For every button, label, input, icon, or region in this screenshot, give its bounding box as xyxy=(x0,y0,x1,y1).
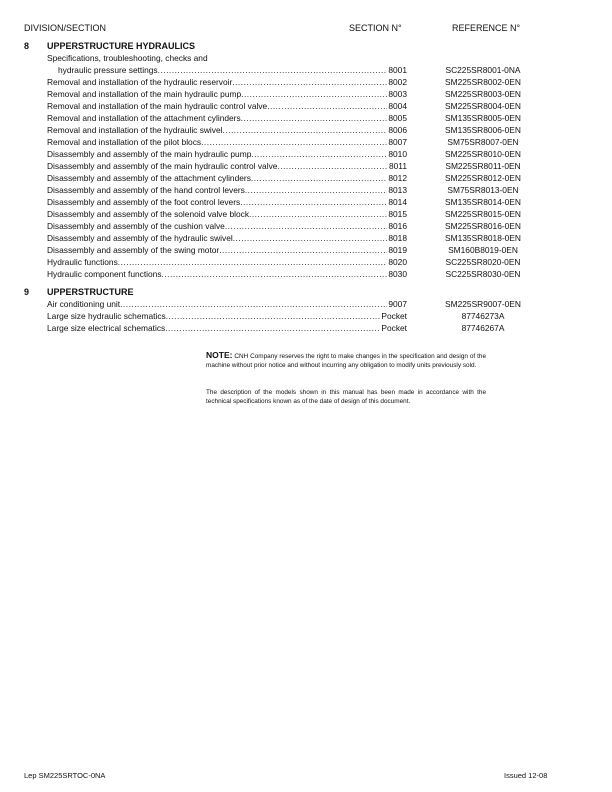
dot-leader xyxy=(277,161,388,171)
toc-entry-title: Removal and installation of the hydraulic reservoir xyxy=(47,77,233,87)
toc-entry-line xyxy=(47,173,407,183)
toc-row xyxy=(0,77,612,89)
dot-leader xyxy=(118,257,388,267)
toc-entry-title: Hydraulic component functions xyxy=(47,269,162,279)
toc-entry-line xyxy=(47,209,407,219)
toc-section-number: 8015 xyxy=(388,209,407,219)
toc-reference-number: SM75SR8007-0EN xyxy=(447,137,519,147)
toc-entry-title: Removal and installation of the pilot blocs xyxy=(47,137,202,147)
toc-entry-line xyxy=(58,65,407,75)
toc-entry-line xyxy=(47,233,407,243)
toc-entry-line xyxy=(47,299,407,309)
toc-row xyxy=(0,245,612,257)
section-8-intro-line: Specifications, troubleshooting, checks and xyxy=(47,53,208,63)
toc-row xyxy=(0,137,612,149)
dot-leader xyxy=(240,197,387,207)
toc-row xyxy=(0,233,612,245)
toc-entry-line xyxy=(47,149,407,159)
toc-entry-title: Disassembly and assembly of the main hydraulic control valve xyxy=(47,161,278,171)
toc-section-number: 8005 xyxy=(388,113,407,123)
dot-leader xyxy=(241,113,388,123)
toc-entry-line xyxy=(47,221,407,231)
toc-reference-number: 87746273A xyxy=(461,311,505,321)
toc-reference-number: SM225SR8002-0EN xyxy=(445,77,521,87)
toc-section-number: 8011 xyxy=(388,161,407,171)
toc-reference-number: 87746267A xyxy=(461,323,505,333)
toc-reference-number: SM135SR8006-0EN xyxy=(445,125,521,135)
toc-row xyxy=(0,299,612,311)
section-8-number: 8 xyxy=(24,41,30,51)
note-paragraph-2: The description of the models shown in this manual has been made in accordance with the technical specifications known as of the date of design of this document. xyxy=(206,389,486,405)
toc-section-number: 8020 xyxy=(388,257,407,267)
dot-leader xyxy=(166,311,381,321)
toc-entry-line xyxy=(47,77,407,87)
toc-section-number: 8003 xyxy=(388,89,407,99)
toc-entry-title: Removal and installation of the main hydraulic pump xyxy=(47,89,242,99)
dot-leader xyxy=(233,233,388,243)
toc-row xyxy=(0,221,612,233)
toc-entry-title: Air conditioning unit xyxy=(47,299,121,309)
dot-leader xyxy=(162,269,388,279)
toc-section-number: 8013 xyxy=(388,185,407,195)
toc-section-number: Pocket xyxy=(381,323,407,333)
toc-row xyxy=(0,113,612,125)
toc-section-number: 8002 xyxy=(388,77,407,87)
dot-leader xyxy=(158,65,388,75)
toc-reference-number: SM160B8019-0EN xyxy=(448,245,518,255)
toc-row xyxy=(0,311,612,323)
dot-leader xyxy=(201,137,387,147)
toc-entry-line xyxy=(47,257,407,267)
toc-entry-line xyxy=(47,113,407,123)
toc-reference-number: SM225SR8004-0EN xyxy=(445,101,521,111)
dot-leader xyxy=(120,299,387,309)
toc-entry-line xyxy=(47,101,407,111)
toc-section-number: 8012 xyxy=(388,173,407,183)
section-8-title: UPPERSTRUCTURE HYDRAULICS xyxy=(47,41,196,51)
dot-leader xyxy=(232,77,387,87)
toc-entry-line xyxy=(47,185,407,195)
header-division-label: DIVISION/SECTION xyxy=(24,23,107,33)
toc-section-number: 8001 xyxy=(388,65,407,75)
footer-issue-date: Issued 12-08 xyxy=(504,771,548,780)
note-text-1: CNH Company reserves the right to make changes in the specification and design of the machine without prior notice and without incurring any obligation to modify units previously sold. xyxy=(206,353,486,369)
dot-leader xyxy=(249,209,387,219)
toc-reference-number: SM135SR8014-0EN xyxy=(445,197,521,207)
toc-entry-line xyxy=(47,89,407,99)
toc-reference-number: SC225SR8001-0NA xyxy=(445,65,521,75)
dot-leader xyxy=(165,323,380,333)
toc-section-number: 8016 xyxy=(388,221,407,231)
toc-row xyxy=(0,149,612,161)
toc-entry-line xyxy=(47,323,407,333)
toc-entry-line xyxy=(47,311,407,321)
note-paragraph-1 xyxy=(206,351,486,370)
toc-section-number: 8019 xyxy=(388,245,407,255)
toc-entry-title: Removal and installation of the hydraulic swivel xyxy=(47,125,223,135)
dot-leader xyxy=(251,149,387,159)
dot-leader xyxy=(245,185,388,195)
dot-leader xyxy=(219,245,387,255)
dot-leader xyxy=(251,173,387,183)
toc-entry-title: Large size hydraulic schematics xyxy=(47,311,166,321)
dot-leader xyxy=(223,125,388,135)
section-9-number: 9 xyxy=(24,287,30,297)
toc-entry-title: Disassembly and assembly of the cushion valve xyxy=(47,221,225,231)
toc-entry-title: Removal and installation of the main hydraulic control valve xyxy=(47,101,268,111)
toc-row xyxy=(0,161,612,173)
toc-section-number: 8004 xyxy=(388,101,407,111)
toc-reference-number: SM225SR8010-0EN xyxy=(445,149,521,159)
toc-entry-title: Disassembly and assembly of the solenoid valve block xyxy=(47,209,250,219)
note-heading: NOTE: xyxy=(206,350,233,360)
toc-section-number: 8018 xyxy=(388,233,407,243)
toc-entry-line xyxy=(47,197,407,207)
toc-entry-title: Disassembly and assembly of the foot control levers xyxy=(47,197,241,207)
dot-leader xyxy=(267,101,387,111)
toc-entry-title: hydraulic pressure settings xyxy=(58,65,158,75)
toc-row xyxy=(0,65,612,77)
toc-entry-line xyxy=(47,161,407,171)
toc-row xyxy=(0,257,612,269)
toc-reference-number: SC225SR8030-0EN xyxy=(445,269,521,279)
toc-entry-title: Large size electrical schematics xyxy=(47,323,166,333)
toc-entry-title: Hydraulic functions xyxy=(47,257,118,267)
toc-reference-number: SM225SR8011-0EN xyxy=(445,161,521,171)
toc-section-number: 8014 xyxy=(388,197,407,207)
toc-entry-line xyxy=(47,245,407,255)
dot-leader xyxy=(225,221,388,231)
toc-reference-number: SM225SR8003-0EN xyxy=(445,89,521,99)
toc-section-number: 8006 xyxy=(388,125,407,135)
header-section-label: SECTION N° xyxy=(349,23,402,33)
toc-entry-title: Disassembly and assembly of the attachment cylinders xyxy=(47,173,251,183)
section-9-title: UPPERSTRUCTURE xyxy=(47,287,134,297)
toc-row xyxy=(0,269,612,281)
toc-row xyxy=(0,323,612,335)
toc-entry-title: Disassembly and assembly of the hydraulic swivel xyxy=(47,233,233,243)
toc-entry-title: Removal and installation of the attachment cylinders xyxy=(47,113,241,123)
toc-section-number: Pocket xyxy=(381,311,407,321)
toc-entry-title: Disassembly and assembly of the hand control levers xyxy=(47,185,245,195)
toc-row xyxy=(0,197,612,209)
toc-reference-number: SM225SR8016-0EN xyxy=(445,221,521,231)
toc-entry-title: Disassembly and assembly of the swing motor xyxy=(47,245,220,255)
footer-document-code: Lep SM225SRTOC-0NA xyxy=(24,771,106,780)
toc-row xyxy=(0,209,612,221)
toc-section-number: 8010 xyxy=(388,149,407,159)
toc-section-number: 8007 xyxy=(388,137,407,147)
toc-entry-line xyxy=(47,125,407,135)
toc-reference-number: SC225SR8020-0EN xyxy=(445,257,521,267)
toc-row xyxy=(0,125,612,137)
toc-reference-number: SM225SR8012-0EN xyxy=(445,173,521,183)
toc-row xyxy=(0,101,612,113)
toc-reference-number: SM75SR8013-0EN xyxy=(447,185,519,195)
toc-section-number: 9007 xyxy=(388,299,407,309)
toc-row xyxy=(0,185,612,197)
toc-reference-number: SM225SR9007-0EN xyxy=(445,299,521,309)
toc-entry-line xyxy=(47,269,407,279)
toc-section-number: 8030 xyxy=(388,269,407,279)
toc-reference-number: SM135SR8005-0EN xyxy=(445,113,521,123)
toc-entry-line xyxy=(47,137,407,147)
toc-row xyxy=(0,173,612,185)
dot-leader xyxy=(241,89,387,99)
toc-row xyxy=(0,89,612,101)
header-reference-label: REFERENCE N° xyxy=(452,23,521,33)
toc-entry-title: Disassembly and assembly of the main hydraulic pump xyxy=(47,149,252,159)
toc-reference-number: SM225SR8015-0EN xyxy=(445,209,521,219)
toc-reference-number: SM135SR8018-0EN xyxy=(445,233,521,243)
